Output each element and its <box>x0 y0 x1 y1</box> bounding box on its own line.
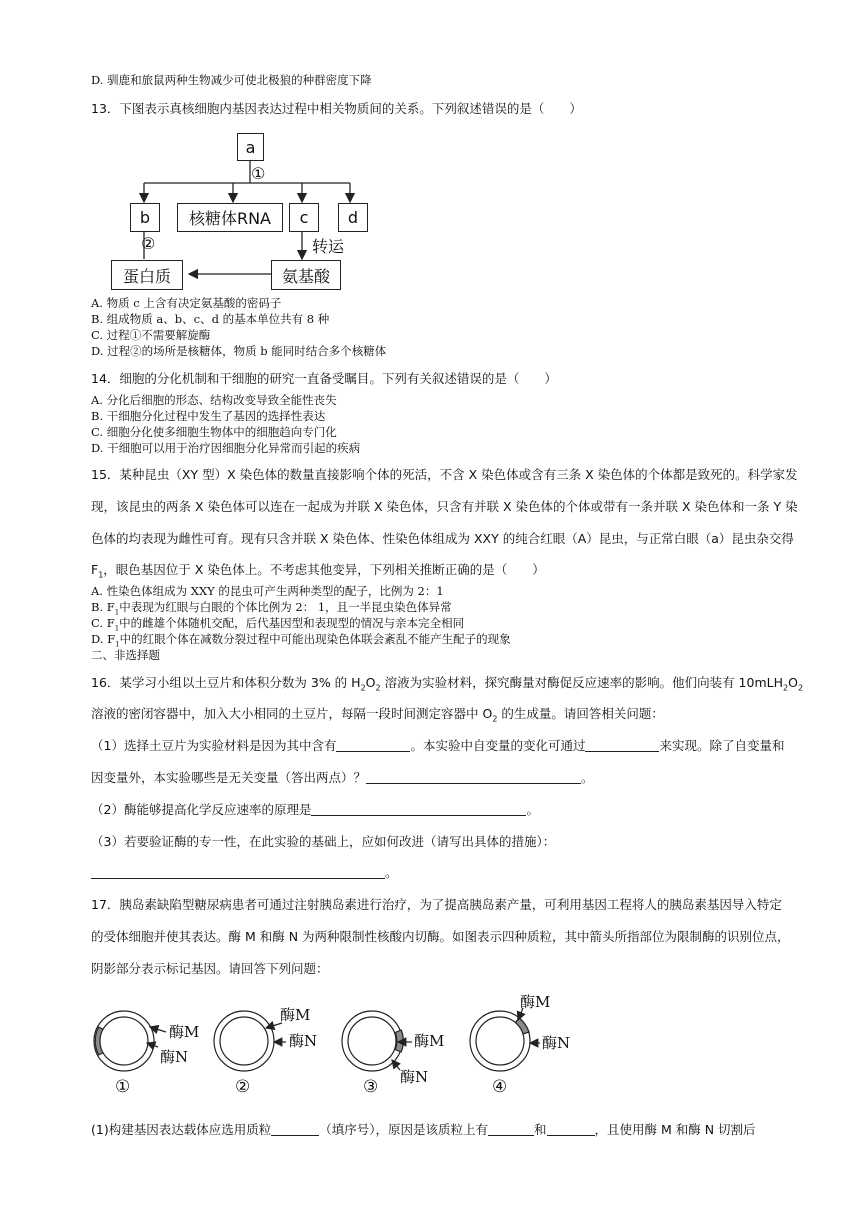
plasmid-3-enzyme-m-label: 酶M <box>414 1032 445 1050</box>
answer-blank[interactable] <box>311 803 526 816</box>
q17-sub-1: (1)构建基因表达载体应选用质粒 （填序号），原因是该质粒上有 和 ，且使用酶 M 和酶 N 切割后 <box>91 1122 756 1137</box>
transport-label: 转运 <box>312 237 345 256</box>
answer-blank[interactable] <box>488 1123 534 1136</box>
q15-option-d: D. $F_1$中的红眼个体在减数分裂过程中可能出现染色体联会紊乱不能产生配子的现象 <box>91 632 511 649</box>
q14-option-c: C. 细胞分化使多细胞生物体中的细胞趋向专门化 <box>91 425 337 439</box>
q17-stem-line-1: 17．胰岛素缺陷型糖尿病患者可通过注射胰岛素进行治疗，为了提高胰岛素产量，可利用基因工程将人的胰岛素基因导入特定 <box>91 897 782 912</box>
q15-option-c: C. $F_1$中的雌雄个体随机交配，后代基因型和表现型的情况与亲本完全相同 <box>91 616 465 633</box>
q16-stem-line-1: 16．某学习小组以土豆片和体积分数为 3% 的 $H_2O_2$ 溶液为实验材料，探究酶量对酶促反应速率的影响。他们向装有 $10mLH_2O_2$ <box>91 675 804 693</box>
answer-blank[interactable] <box>547 1123 595 1136</box>
q13-stem: 13．下图表示真核细胞内基因表达过程中相关物质间的关系。下列叙述错误的是（ ） <box>91 101 582 116</box>
diagram-connectors <box>0 0 860 300</box>
q15-stem-line-1: 15．某种昆虫（XY 型）X 染色体的数量直接影响个体的死活，不含 X 染色体或含有三条 X 染色体的个体都是致死的。科学家发 <box>91 467 798 482</box>
answer-blank[interactable] <box>585 739 659 752</box>
plasmid-3 <box>342 1011 412 1071</box>
plasmid-4-number: ④ <box>492 1077 508 1097</box>
q15-stem-line-3: 色体的均表现为雌性可育。现有只含并联 X 染色体、性染色体组成为 XXY 的纯合红眼（A）昆虫，与正常白眼（a）昆虫杂交得 <box>91 531 794 546</box>
plasmid-3-number: ③ <box>363 1077 379 1097</box>
node-amino-acid: 氨基酸 <box>271 260 341 290</box>
q17-stem-line-2: 的受体细胞并使其表达。酶 M 和酶 N 为两种限制性核酸内切酶。如图表示四种质粒，其中箭头所指部位为限制酶的识别位点， <box>91 929 790 944</box>
q13-option-b: B. 组成物质 a、b、c、d 的基本单位共有 8 种 <box>91 312 330 326</box>
node-ribosomal-rna: 核糖体RNA <box>177 203 283 232</box>
q14-option-d: D. 干细胞可以用于治疗因细胞分化异常而引起的疾病 <box>91 441 361 455</box>
plasmid-2-number: ② <box>235 1077 251 1097</box>
plasmid-2-enzyme-m-label: 酶M <box>280 1006 311 1024</box>
plasmid-4 <box>470 1008 540 1071</box>
q15-option-b: B. $F_1$中表现为红眼与白眼的个体比例为 2： 1，且一半昆虫染色体异常 <box>91 600 452 617</box>
q12-option-d: D. 驯鹿和旅鼠两种生物减少可使北极狼的种群密度下降 <box>91 73 372 87</box>
node-c: c <box>289 203 319 232</box>
plasmid-4-enzyme-m-label: 酶M <box>520 993 551 1011</box>
plasmid-1-enzyme-m-label: 酶M <box>169 1023 200 1041</box>
q15-stem-line-2: 现，该昆虫的两条 X 染色体可以连在一起成为并联 X 染色体，只含有并联 X 染色体的个体或带有一条并联 X 染色体和一条 Y 染 <box>91 499 798 514</box>
q16-sub-3: （3）若要验证酶的专一性，在此实验的基础上，应如何改进（请写出具体的措施）： <box>91 834 556 849</box>
plasmid-1-number: ① <box>115 1077 131 1097</box>
q16-sub-1-line-2: 因变量外，本实验哪些是无关变量（答出两点）？ 。 <box>91 770 594 785</box>
step-2-label: ② <box>141 234 156 253</box>
plasmid-4-enzyme-n-label: 酶N <box>542 1034 571 1052</box>
q15-option-a: A. 性染色体组成为 XXY 的昆虫可产生两种类型的配子，比例为 2：1 <box>91 584 444 598</box>
plasmid-2 <box>214 1011 286 1071</box>
answer-blank[interactable] <box>271 1123 319 1136</box>
q13-option-c: C. 过程①不需要解旋酶 <box>91 328 211 342</box>
q16-stem-line-2: 溶液的密闭容器中，加入大小相同的土豆片，每隔一段时间测定容器中 $O_2$ 的生成量。请回答相关问题： <box>91 706 664 724</box>
plasmid-figure <box>0 990 860 1120</box>
plasmid-3-enzyme-n-label: 酶N <box>400 1068 429 1086</box>
q16-sub-3-answer: 。 <box>91 863 398 881</box>
answer-blank[interactable] <box>91 866 385 879</box>
node-protein: 蛋白质 <box>111 260 183 290</box>
q16-sub-2: （2）酶能够提高化学反应速率的原理是 。 <box>91 802 539 817</box>
answer-blank[interactable] <box>366 771 581 784</box>
q14-option-a: A. 分化后细胞的形态、结构改变导致全能性丧失 <box>91 393 337 407</box>
section-2-heading: 二、非选择题 <box>91 648 160 662</box>
plasmid-1 <box>94 1011 166 1071</box>
q17-stem-line-3: 阴影部分表示标记基因。请回答下列问题： <box>91 961 329 976</box>
plasmid-2-enzyme-n-label: 酶N <box>289 1032 318 1050</box>
step-1-label: ① <box>251 164 266 183</box>
node-d: d <box>338 203 368 232</box>
node-a: a <box>237 133 264 161</box>
node-b: b <box>130 203 160 232</box>
q15-stem-line-4: $F_1$，眼色基因位于 X 染色体上。不考虑其他变异，下列相关推断正确的是（ ） <box>91 562 545 580</box>
q16-sub-1-line-1: （1）选择土豆片为实验材料是因为其中含有 。本实验中自变量的变化可通过 来实现。除了自变量和 <box>91 738 785 753</box>
q14-option-b: B. 干细胞分化过程中发生了基因的选择性表达 <box>91 409 326 423</box>
plasmid-1-enzyme-n-label: 酶N <box>160 1048 189 1066</box>
q13-option-a: A. 物质 c 上含有决定氨基酸的密码子 <box>91 296 282 310</box>
answer-blank[interactable] <box>336 739 410 752</box>
q14-stem: 14．细胞的分化机制和干细胞的研究一直备受瞩目。下列有关叙述错误的是（ ） <box>91 371 557 386</box>
q13-option-d: D. 过程②的场所是核糖体，物质 b 能同时结合多个核糖体 <box>91 344 387 358</box>
